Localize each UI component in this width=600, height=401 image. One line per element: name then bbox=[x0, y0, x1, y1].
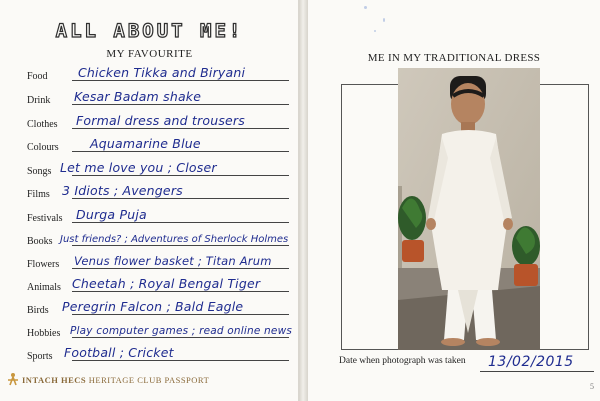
favourite-label: Songs bbox=[27, 166, 52, 177]
favourite-row-festivals bbox=[0, 204, 299, 226]
favourite-answer: Venus flower basket ; Titan Arum bbox=[74, 254, 272, 268]
favourite-label: Animals bbox=[27, 282, 61, 293]
right-page bbox=[308, 0, 600, 401]
favourite-label: Books bbox=[27, 236, 53, 247]
footer-brand: INTACH HECS bbox=[22, 375, 87, 385]
favourite-answer: Aquamarine Blue bbox=[90, 136, 201, 151]
favourite-answer: 3 Idiots ; Avengers bbox=[62, 183, 183, 198]
favourite-row-drink bbox=[0, 86, 299, 108]
footer-brand-line bbox=[22, 375, 209, 385]
favourite-label: Drink bbox=[27, 95, 51, 106]
favourite-answer: Football ; Cricket bbox=[64, 345, 174, 360]
favourite-answer: Peregrin Falcon ; Bald Eagle bbox=[62, 299, 244, 314]
book-gutter bbox=[299, 0, 308, 401]
favourite-row-colours bbox=[0, 133, 299, 155]
footer-text: HERITAGE CLUB PASSPORT bbox=[88, 375, 210, 385]
date-line bbox=[480, 371, 594, 372]
favourite-row-songs bbox=[0, 157, 299, 179]
section-title: ME IN MY TRADITIONAL DRESS bbox=[367, 52, 541, 64]
favourite-answer: Kesar Badam shake bbox=[74, 89, 202, 104]
favourite-label: Clothes bbox=[27, 119, 58, 130]
photo-illustration bbox=[398, 68, 540, 350]
favourite-answer: Chicken Tikka and Biryani bbox=[78, 65, 246, 80]
favourite-row-books bbox=[0, 227, 299, 249]
favourite-answer: Play computer games ; read online news bbox=[70, 325, 293, 337]
favourite-row-animals bbox=[0, 273, 299, 295]
favourite-answer: Cheetah ; Royal Bengal Tiger bbox=[72, 276, 261, 291]
favourite-row-birds bbox=[0, 296, 299, 318]
page-number: 5 bbox=[590, 382, 594, 391]
favourite-row-flowers bbox=[0, 250, 299, 272]
favourite-label: Flowers bbox=[27, 259, 60, 270]
favourite-label: Festivals bbox=[27, 213, 63, 224]
favourite-row-food bbox=[0, 62, 299, 84]
portrait-photo bbox=[398, 68, 540, 350]
favourite-answer: Just friends? ; Adventures of Sherlock Holmes bbox=[60, 234, 289, 245]
favourite-answer: Formal dress and trousers bbox=[76, 113, 245, 128]
favourite-label: Sports bbox=[27, 351, 53, 362]
favourite-answer: Durga Puja bbox=[76, 207, 147, 222]
favourite-row-films bbox=[0, 180, 299, 202]
favourite-row-clothes bbox=[0, 110, 299, 132]
date-label: Date when photograph was taken bbox=[339, 356, 466, 366]
favourite-row-sports bbox=[0, 342, 299, 364]
favourite-label: Films bbox=[27, 189, 50, 200]
favourite-label: Food bbox=[27, 71, 48, 82]
favourite-label: Colours bbox=[27, 142, 59, 153]
favourite-label: Birds bbox=[27, 305, 49, 316]
page-title: ALL ABOUT ME! bbox=[55, 20, 244, 42]
favourite-answer: Let me love you ; Closer bbox=[60, 160, 217, 175]
favourite-label: Hobbies bbox=[27, 328, 61, 339]
intach-logo-icon bbox=[6, 372, 20, 386]
favourite-row-hobbies bbox=[0, 319, 299, 341]
date-value: 13/02/2015 bbox=[488, 354, 574, 370]
left-page bbox=[0, 0, 299, 401]
section-subtitle: MY FAVOURITE bbox=[106, 48, 193, 60]
